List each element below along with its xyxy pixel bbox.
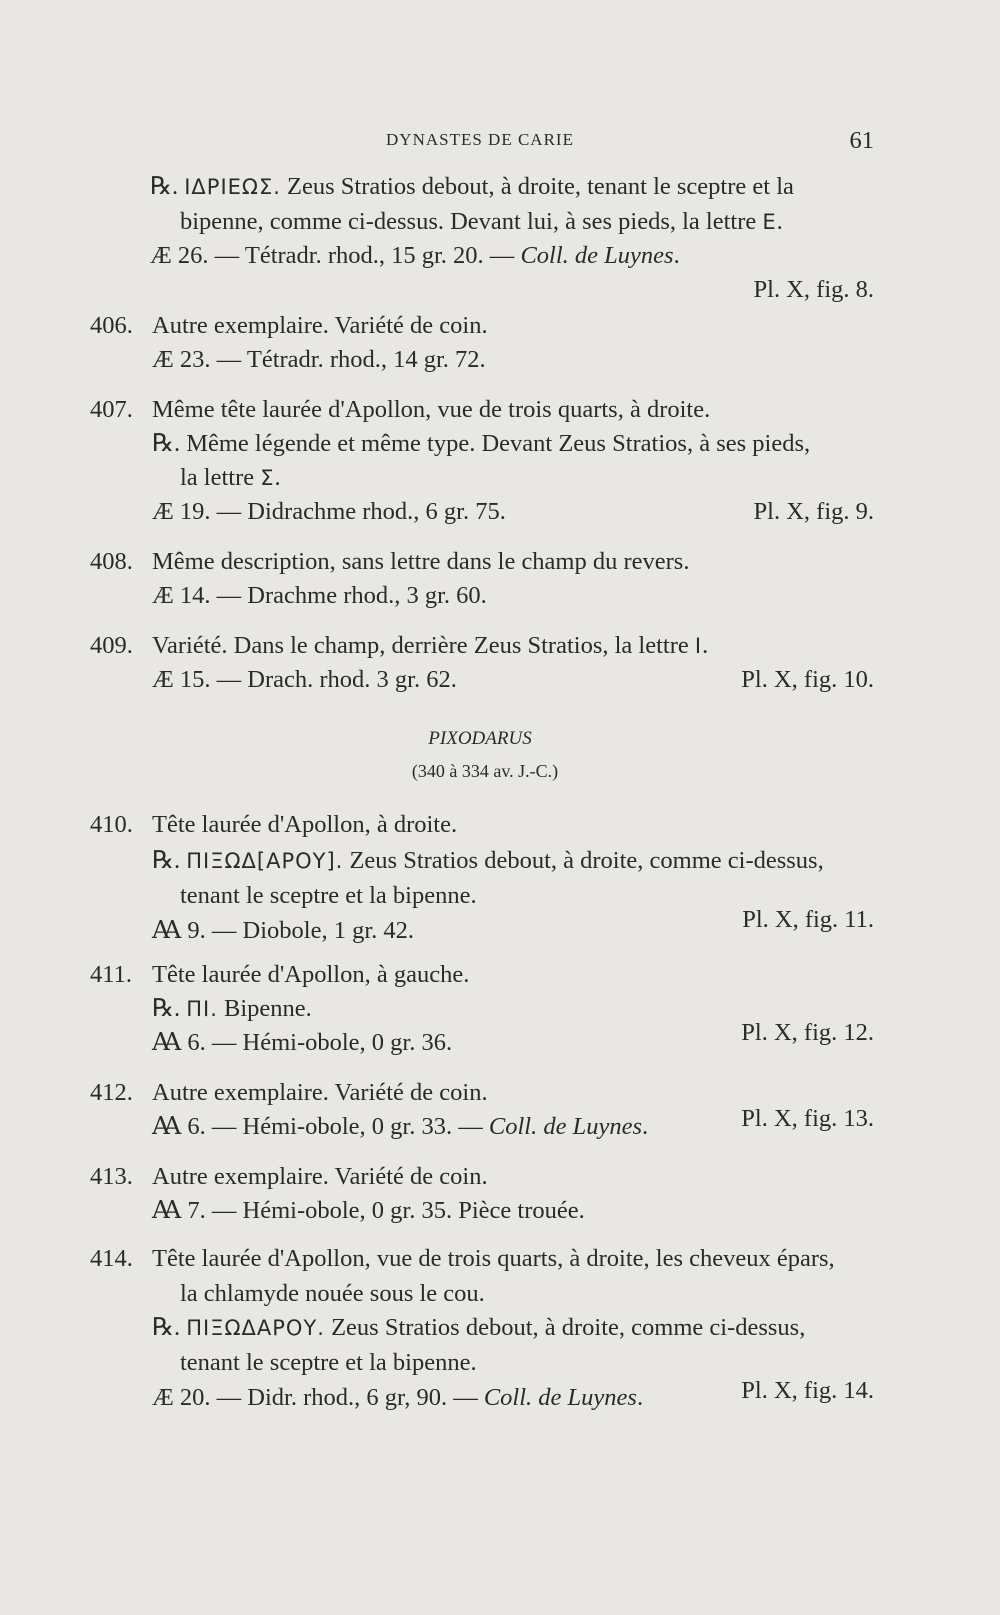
entry-text: . <box>673 242 680 269</box>
entry-number: 406. <box>90 312 133 339</box>
entry-text: 19. — Didrachme rhod., 6 gr. 75. <box>173 498 506 525</box>
entry-text: Zeus Stratios debout, à droite, comme ci-dessus, <box>343 847 824 874</box>
entry-text: . <box>776 208 783 235</box>
entry-text: Même description, sans lettre dans le champ du revers. <box>152 548 690 575</box>
section-dates: (340 à 334 av. J.-C.) <box>411 761 559 781</box>
entry-text: Même légende et même type. Devant Zeus Stratios, à ses pieds, <box>180 430 811 457</box>
entry-number: 408. <box>90 548 133 575</box>
entry-408-metal <box>152 581 487 611</box>
entry-text: Tête laurée d'Apollon, vue de trois quarts, à droite, les cheveux épars, <box>152 1245 835 1272</box>
entry-number: 411. <box>90 961 132 988</box>
metal-symbol: Æ <box>152 582 174 609</box>
greek-legend: ΠΙΞΩΔ[ΑΡΟΥ]. <box>186 849 344 873</box>
entry-409 <box>90 631 708 661</box>
entry-407-reverse <box>152 429 810 459</box>
entry-414-metal <box>152 1383 643 1413</box>
entry-405-line2 <box>180 207 783 237</box>
entry-text: Autre exemplaire. Variété de coin. <box>152 1163 488 1190</box>
entry-414-reverse <box>152 1313 805 1343</box>
reverse-symbol: ℞. <box>152 1314 181 1341</box>
entry-text: 14. — Drachme rhod., 3 gr. 60. <box>173 582 487 609</box>
entry-text: 20. — Didr. rhod., 6 gr, 90. — <box>173 1384 484 1411</box>
metal-symbol: Æ <box>150 242 172 269</box>
entry-text: . <box>636 1384 644 1411</box>
page-number: 61 <box>849 127 874 154</box>
entry-405-reverse <box>150 172 794 202</box>
entry-number: 410. <box>90 811 133 838</box>
metal-symbol: Ꜳ <box>152 1113 182 1140</box>
reverse-symbol: ℞. <box>150 173 179 200</box>
entry-410-reverse <box>152 846 824 876</box>
entry-406-metal <box>152 345 486 375</box>
collection: Coll. de Luynes <box>483 1384 637 1411</box>
plate-ref: Pl. X, fig. 11. <box>742 906 874 933</box>
entry-text: la chlamyde nouée sous le cou. <box>180 1280 485 1307</box>
entry-text: Bipenne. <box>217 995 312 1022</box>
entry-410 <box>90 810 457 840</box>
collection: Coll. de Luynes <box>488 1113 642 1140</box>
greek-legend: ΠΙΞΩΔΑΡΟΥ. <box>186 1316 325 1340</box>
entry-414 <box>90 1244 835 1274</box>
entry-407-line3 <box>180 463 281 493</box>
entry-text: Autre exemplaire. Variété de coin. <box>152 312 488 339</box>
greek-legend: ΠΙ. <box>186 997 218 1021</box>
plate-ref: Pl. X, fig. 14. <box>741 1377 874 1404</box>
entry-text: . <box>641 1113 649 1140</box>
running-header: DYNASTES DE CARIE <box>386 130 574 149</box>
reverse-symbol: ℞. <box>152 995 181 1022</box>
entry-text: 6. — Hémi-obole, 0 gr. 36. <box>181 1029 453 1056</box>
metal-symbol: Ꜳ <box>152 1197 182 1224</box>
metal-symbol: Æ <box>152 666 174 693</box>
plate-ref: Pl. X, fig. 12. <box>741 1019 874 1046</box>
section-title: PIXODARUS <box>428 728 532 749</box>
greek-legend: ΙΔΡΙΕΩΣ. <box>184 175 281 199</box>
entry-text: 9. — Diobole, 1 gr. 42. <box>181 917 415 944</box>
entry-text: tenant le sceptre et la bipenne. <box>180 1349 477 1376</box>
entry-number: 407. <box>90 396 133 423</box>
entry-407-metal <box>152 497 506 527</box>
plate-ref: Pl. X, fig. 9. <box>753 498 874 525</box>
reverse-symbol: ℞. <box>152 847 181 874</box>
collection: Coll. de Luynes <box>520 242 674 269</box>
entry-413-metal <box>152 1196 585 1226</box>
entry-408 <box>90 547 689 577</box>
entry-405-metal <box>150 241 680 271</box>
entry-text: Zeus Stratios debout, à droite, comme ci-dessus, <box>324 1314 806 1341</box>
entry-text: Tête laurée d'Apollon, à gauche. <box>152 961 470 988</box>
entry-410-line3 <box>180 881 477 911</box>
entry-text: 15. — Drach. rhod. 3 gr. 62. <box>173 666 457 693</box>
entry-text: Autre exemplaire. Variété de coin. <box>152 1079 488 1106</box>
entry-text: tenant le sceptre et la bipenne. <box>180 882 477 909</box>
entry-412 <box>90 1078 488 1108</box>
entry-text: 7. — Hémi-obole, 0 gr. 35. Pièce trouée. <box>181 1197 585 1224</box>
entry-411-metal <box>152 1028 452 1058</box>
entry-number: 409. <box>90 632 133 659</box>
entry-414-line2 <box>180 1279 485 1309</box>
entry-text: . <box>274 464 281 491</box>
greek-letter: E <box>762 210 777 234</box>
entry-407 <box>90 395 710 425</box>
entry-number: 412. <box>90 1079 133 1106</box>
entry-text: 23. — Tétradr. rhod., 14 gr. 72. <box>173 346 486 373</box>
reverse-symbol: ℞. <box>152 430 181 457</box>
entry-406 <box>90 311 488 341</box>
metal-symbol: Æ <box>152 346 174 373</box>
entry-414-line4 <box>180 1348 477 1378</box>
entry-text: la lettre <box>180 464 261 491</box>
entry-410-metal <box>152 916 414 946</box>
entry-text: . <box>702 632 709 659</box>
entry-412-metal <box>152 1112 648 1142</box>
plate-ref: Pl. X, fig. 10. <box>741 666 874 693</box>
entry-text: Zeus Stratios debout, à droite, tenant le sceptre et la <box>280 173 794 200</box>
entry-text: 6. — Hémi-obole, 0 gr. 33. — <box>181 1113 489 1140</box>
entry-text: 26. — Tétradr. rhod., 15 gr. 20. — <box>171 242 521 269</box>
entry-text: bipenne, comme ci-dessus. Devant lui, à ses pieds, la lettre <box>180 208 763 235</box>
greek-letter: I <box>694 634 703 658</box>
entry-number: 414. <box>90 1245 133 1272</box>
greek-letter: Σ <box>260 466 275 490</box>
metal-symbol: Æ <box>152 498 174 525</box>
metal-symbol: Ꜳ <box>152 1029 182 1056</box>
plate-ref: Pl. X, fig. 8. <box>753 276 874 303</box>
metal-symbol: Æ <box>152 1384 174 1411</box>
plate-ref: Pl. X, fig. 13. <box>741 1105 874 1132</box>
entry-text: Tête laurée d'Apollon, à droite. <box>152 811 458 838</box>
entry-411 <box>90 960 469 990</box>
entry-413 <box>90 1162 488 1192</box>
entry-text: Variété. Dans le champ, derrière Zeus Stratios, la lettre <box>152 632 695 659</box>
entry-text: Même tête laurée d'Apollon, vue de trois quarts, à droite. <box>152 396 711 423</box>
entry-number: 413. <box>90 1163 133 1190</box>
metal-symbol: Ꜳ <box>152 917 182 944</box>
entry-411-reverse <box>152 994 312 1024</box>
entry-409-metal <box>152 665 457 695</box>
